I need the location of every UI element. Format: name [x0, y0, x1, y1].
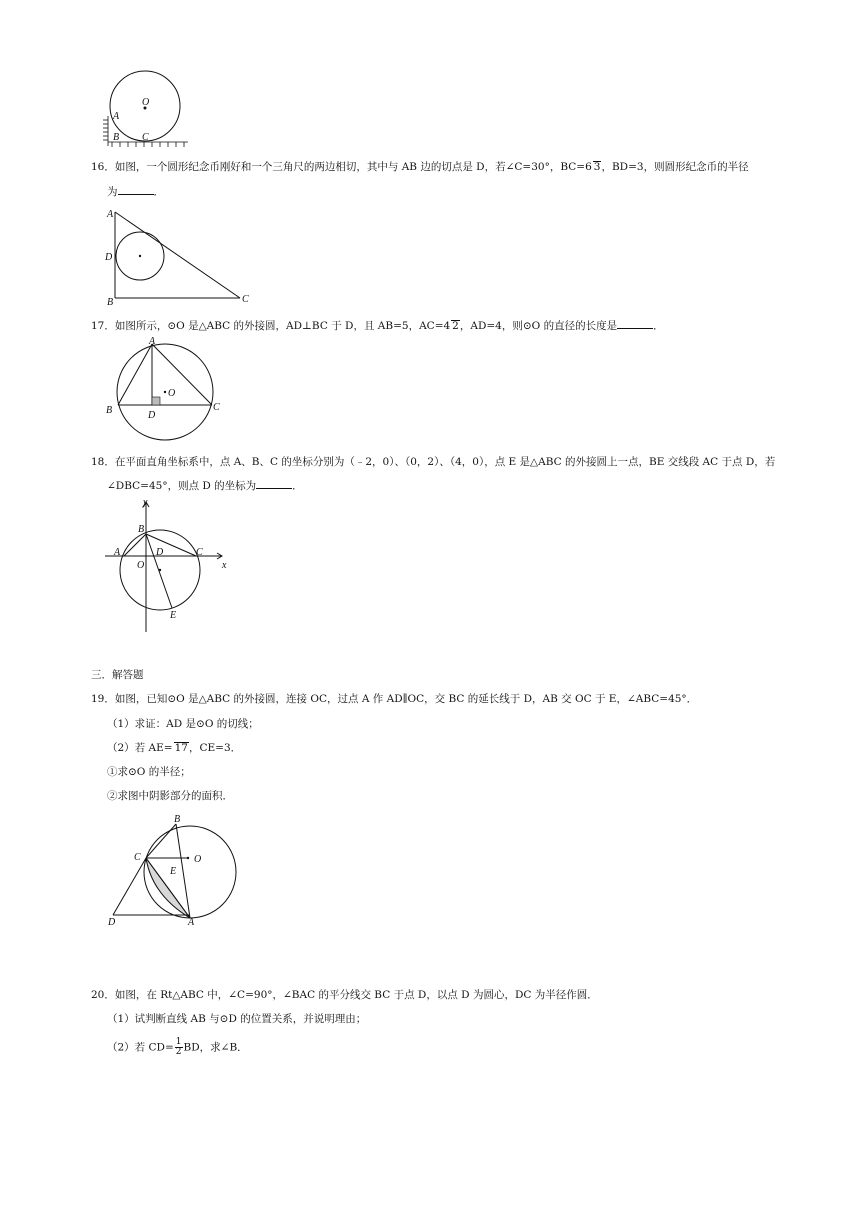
- question-17-line-1: [91, 318, 664, 333]
- fig16-label-c: C: [242, 294, 249, 305]
- section-heading-3: 三．解答题: [91, 669, 144, 681]
- q18-line2b: ．: [292, 480, 303, 492]
- fig18-label-c: C: [196, 547, 203, 558]
- fig15-label-b: B: [113, 132, 120, 143]
- figure-q16-triangle: [100, 206, 260, 306]
- figure-coin-ruler: [100, 68, 190, 150]
- fig17-label-o: O: [168, 388, 176, 399]
- fig17-label-b: B: [106, 405, 113, 416]
- q20-sub2b: BD，求∠B．: [183, 1041, 248, 1054]
- q17-text-a: 17．如图所示，⊙O 是△ABC 的外接圆，AD⊥BC 于 D，且 AB=5，AC=4: [91, 320, 451, 332]
- fig16-label-b: B: [107, 297, 114, 306]
- q19-sub2a: （2）若 AE=: [107, 742, 173, 754]
- question-20-sub-1: （1）试判断直线 AB 与⊙D 的位置关系，并说明理由；: [107, 1013, 367, 1025]
- figure-q17-circumcircle: [100, 334, 230, 444]
- fig19-label-d: D: [108, 917, 116, 928]
- q20-frac-num: 1: [175, 1037, 182, 1047]
- q16-sqrt: 3: [593, 161, 601, 173]
- question-19-item-2: ②求图中阴影部分的面积．: [107, 790, 233, 802]
- fig19-label-o: O: [194, 854, 202, 865]
- question-20-sub-2: [107, 1038, 248, 1057]
- q17-text-b: ，AD=4，则⊙O 的直径的长度是: [459, 320, 618, 332]
- q17-text-c: ．: [653, 320, 664, 332]
- q18-answer-blank: [256, 478, 292, 489]
- fig16-label-d: D: [105, 252, 113, 263]
- q16-text-d: ．: [153, 186, 164, 198]
- q18-line1: 18．在平面直角坐标系中，点 A、B、C 的坐标分别为（﹣2，0）、（0，2）、（4，0），点 E 是△ABC 的外接圆上一点，BE 交线段 AC 于点 D，若: [91, 456, 776, 468]
- fig19-label-c: C: [134, 852, 141, 863]
- fig15-label-c: C: [142, 132, 149, 143]
- fig18-label-a: A: [114, 547, 121, 558]
- q20-frac-den: 2: [175, 1047, 182, 1057]
- question-16-line-2: [107, 184, 164, 199]
- q16-text-c: 为: [107, 186, 118, 198]
- fig18-label-d: D: [156, 547, 164, 558]
- q20-sub2a: （2）若 CD=: [107, 1041, 174, 1054]
- question-20-line-1: 20．如图，在 Rt△ABC 中，∠C=90°，∠BAC 的平分线交 BC 于点 D，以点 D 为圆心，DC 为半径作圆．: [91, 989, 598, 1001]
- question-19-sub-1: （1）求证：AD 是⊙O 的切线；: [107, 718, 259, 730]
- question-19-item-1: ①求⊙O 的半径；: [107, 766, 191, 778]
- fig18-label-o: O: [137, 560, 145, 571]
- q16-text-a: 16．如图，一个圆形纪念币刚好和一个三角尺的两边相切，其中与 AB 边的切点是 D，若∠C=30°，BC=6: [91, 161, 592, 173]
- fig18-label-e: E: [170, 610, 177, 621]
- fig19-label-e: E: [170, 866, 177, 877]
- figure-q19-tangent: [100, 810, 250, 930]
- fig17-label-a: A: [149, 336, 156, 347]
- q19-sub2b: ，CE=3．: [188, 742, 242, 754]
- fig18-label-x: x: [222, 560, 227, 571]
- fig15-label-o: O: [142, 97, 150, 108]
- fig18-label-y: y: [143, 497, 148, 508]
- q17-sqrt: 2: [452, 320, 459, 332]
- question-19-line-1: 19．如图，已知⊙O 是△ABC 的外接圆，连接 OC，过点 A 作 AD∥OC，交 BC 的延长线于 D，AB 交 OC 于 E，∠ABC=45°．: [91, 693, 698, 705]
- fig19-label-b: B: [174, 814, 181, 825]
- question-16-line-1: [91, 160, 749, 174]
- fig19-label-a: A: [188, 917, 195, 928]
- question-18-line-2: [107, 478, 303, 493]
- q20-fraction: [175, 1038, 183, 1057]
- q16-answer-blank: [118, 184, 154, 195]
- question-18-line-1: [91, 455, 775, 469]
- fig17-label-d: D: [148, 410, 156, 421]
- q16-text-b: ，BD=3，则圆形纪念币的半径: [601, 161, 749, 173]
- fig16-label-a: A: [107, 209, 114, 220]
- question-19-sub-2: [107, 741, 241, 755]
- figure-q18-coordinate: [100, 496, 240, 636]
- fig18-label-b: B: [138, 524, 145, 535]
- q18-line2a: ∠DBC=45°，则点 D 的坐标为: [107, 480, 257, 492]
- q17-answer-blank: [617, 318, 653, 329]
- fig15-label-a: A: [113, 111, 120, 122]
- fig17-label-c: C: [213, 402, 220, 413]
- q19-sqrt: 17: [174, 742, 188, 754]
